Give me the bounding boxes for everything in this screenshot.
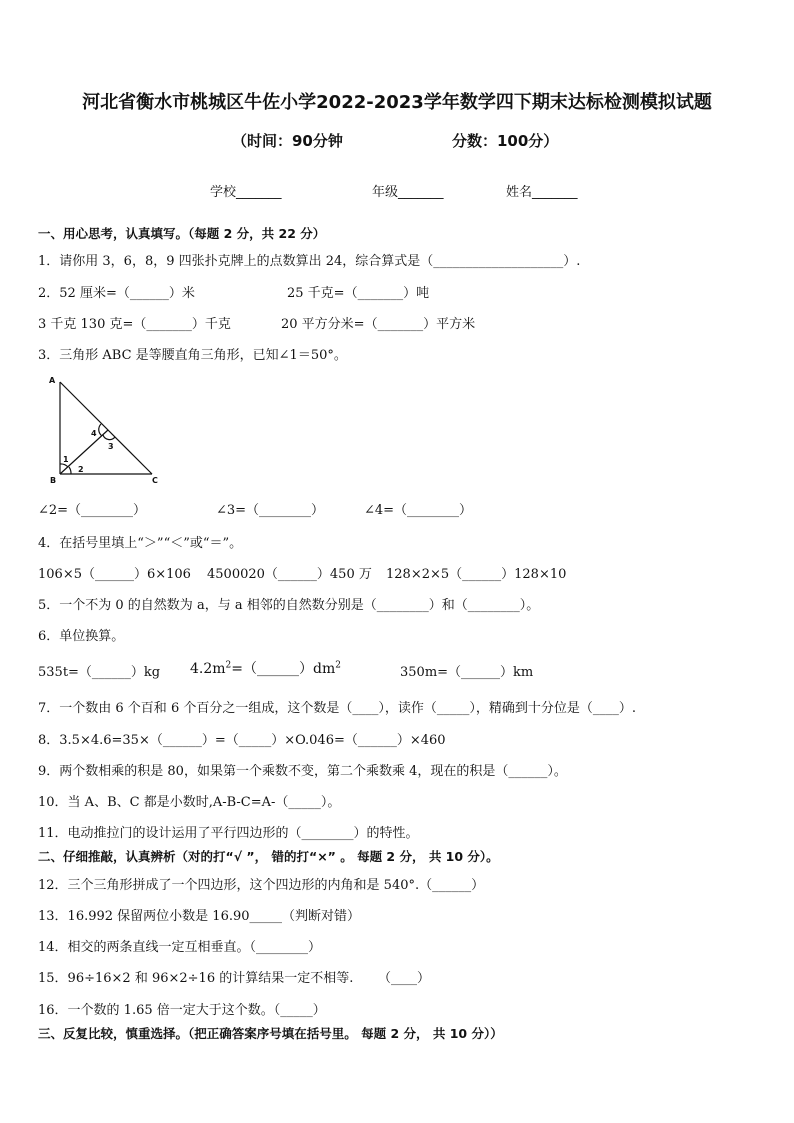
question-2a: 2．52 厘米=（______）米 [38,286,195,301]
exam-title: 河北省衡水市桃城区牛佐小学2022-2023学年数学四下期末达标检测模拟试题 [82,92,712,113]
question-5: 5．一个不为 0 的自然数为 a，与 a 相邻的自然数分别是（________）和（________）。 [38,598,540,613]
question-4b: 4500020（______）450 万 [207,567,372,582]
question-6b [190,658,341,678]
question-16: 16．一个数的 1.65 倍一定大于这个数。（_____） [38,1003,326,1018]
vertex-a-label: A [49,376,56,385]
angle-2-arc [69,467,71,474]
question-6c: 350m=（______）km [400,665,534,680]
question-6b-part1: 4.2m [190,661,226,677]
question-6: 6．单位换算。 [38,629,125,644]
angle-3-label: 3 [108,442,114,451]
section-2-heading: 二、仔细推敲，认真辨析（对的打“√ ”， 错的打“×” 。 每题 2 分， 共 10 分）。 [38,849,499,864]
question-6a: 535t=（______）kg [38,665,161,680]
school-field[interactable]: 学校_______ [210,185,282,200]
vertex-c-label: C [152,476,158,485]
question-4a: 106×5（______）6×106 [38,567,191,582]
question-3: 3．三角形 ABC 是等腰直角三角形，已知∠1＝50°。 [38,348,347,363]
triangle-side-ac [60,382,152,474]
question-6b-sup2: 2 [335,660,341,671]
question-2c: 3 千克 130 克=（_______）千克 [38,317,231,332]
question-6b-sup1: 2 [225,660,232,671]
question-4c: 128×2×5（______）128×10 [386,567,567,582]
question-2d: 20 平方分米=（_______）平方米 [281,317,476,332]
question-14: 14．相交的两条直线一定互相垂直。（________） [38,940,322,955]
question-15: 15．96÷16×2 和 96×2÷16 的计算结果一定不相等. [38,971,354,986]
question-2b: 25 千克=（_______）吨 [287,286,430,301]
triangle-figure [40,372,165,490]
section-1-heading: 一、用心思考，认真填写。（每题 2 分，共 22 分） [38,226,326,241]
question-7: 7．一个数由 6 个百和 6 个百分之一组成，这个数是（____），读作（_____），精确到十分位是（____）. [38,701,636,716]
angle-2-label: 2 [78,465,84,474]
question-13: 13．16.992 保留两位小数是 16.90_____（判断对错） [38,909,361,924]
question-9: 9．两个数相乘的积是 80，如果第一个乘数不变，第二个乘数乘 4，现在的积是（______）。 [38,764,567,779]
question-11: 11．电动推拉门的设计运用了平行四边形的（________）的特性。 [38,826,419,841]
vertex-b-label: B [50,476,57,485]
question-12: 12．三个三角形拼成了一个四边形，这个四边形的内角和是 540°.（______） [38,878,485,893]
name-field[interactable]: 姓名_______ [506,185,578,200]
triangle-inner-line [60,430,108,474]
grade-field[interactable]: 年级_______ [372,185,444,200]
angle-1-label: 1 [63,455,69,464]
exam-time: （时间：90分钟 [232,132,343,150]
question-3c: ∠4=（________） [364,503,473,518]
question-8: 8．3.5×4.6=35×（______）=（_____）×O.046=（______）×460 [38,733,446,748]
exam-score: 分数：100分） [452,132,559,150]
question-3a: ∠2=（________） [38,503,147,518]
section-3-heading: 三、反复比较，慎重选择。（把正确答案序号填在括号里。 每题 2 分， 共 10 分）） [38,1026,503,1041]
question-6b-part2: =（______）dm [231,661,336,677]
question-3b: ∠3=（________） [216,503,325,518]
angle-4-arc [99,424,102,436]
question-4: 4．在括号里填上“＞”“＜”或“＝”。 [38,536,243,551]
question-1: 1．请你用 3，6，8，9 四张扑克牌上的点数算出 24，综合算式是（____________________）. [38,254,581,269]
question-10: 10．当 A、B、C 都是小数时,A-B-C=A-（_____）。 [38,795,341,810]
angle-1-arc [60,464,68,467]
question-15-blank: （____） [378,971,431,986]
angle-4-label: 4 [91,429,97,438]
